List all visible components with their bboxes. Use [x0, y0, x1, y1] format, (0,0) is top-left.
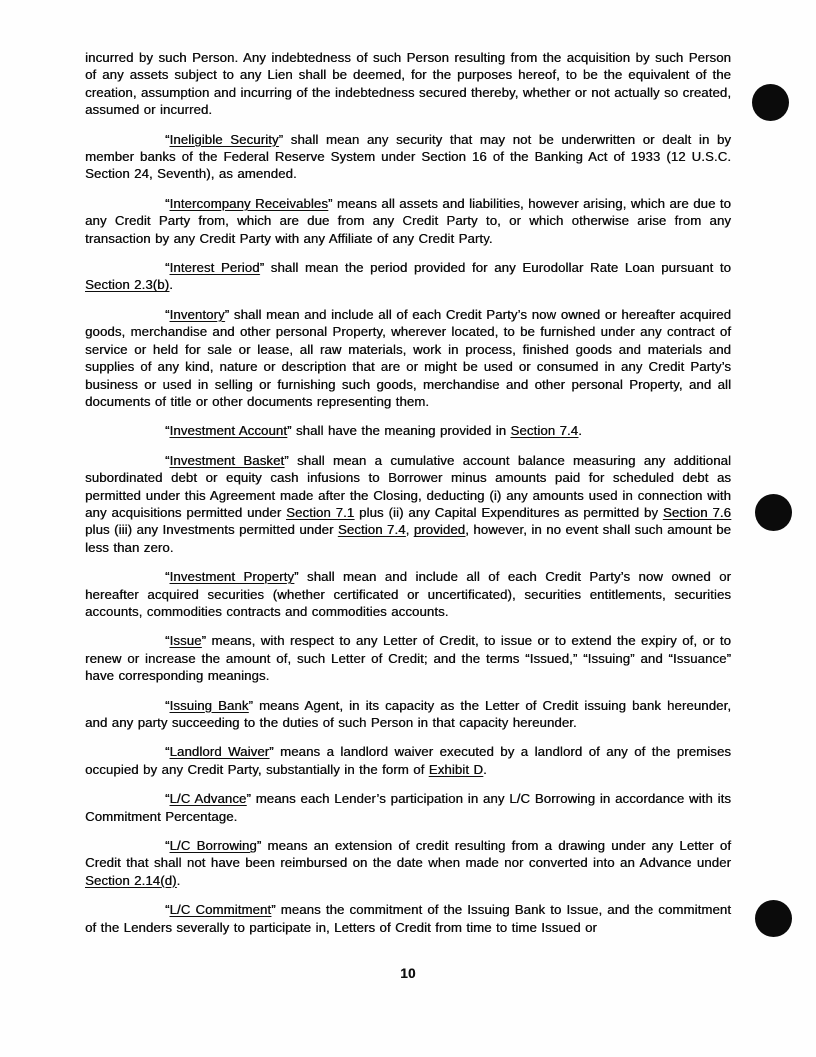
text-run: “: [165, 633, 170, 649]
text-run: ” shall mean any security that may not be underwritten or dealt in by member banks of the Federal Reserve System under Section 16 of the Banking Act of 1933 (12 U.S.C. Section 24, Seventh), as amended.: [85, 131, 731, 182]
paragraph: [85, 259, 731, 294]
text-run: “: [165, 791, 170, 807]
text-run: ” means an extension of credit resulting from a drawing under any Letter of Credit that shall not have been reimbursed on the date when made nor converted into an Advance under: [85, 838, 731, 871]
text-run: .: [578, 423, 582, 439]
text-run: ” shall have the meaning provided in: [287, 423, 511, 439]
paragraph: [85, 49, 731, 119]
underlined-term: Landlord Waiver: [169, 744, 270, 760]
underlined-term: L/C Commitment: [169, 902, 272, 918]
paragraph: [85, 422, 731, 439]
underlined-term: Section 7.4: [337, 522, 406, 538]
underlined-term: Issue: [169, 633, 202, 649]
underlined-term: provided: [413, 522, 466, 538]
paragraph: [85, 306, 731, 410]
text-run: “: [165, 423, 170, 439]
text-run: .: [169, 277, 173, 293]
underlined-term: Investment Property: [169, 569, 295, 585]
document-body: [85, 49, 731, 936]
text-run: .: [176, 872, 181, 888]
underlined-term: Investment Basket: [169, 452, 285, 468]
underlined-term: Investment Account: [169, 423, 287, 439]
text-run: ” means a landlord waiver executed by a landlord of any of the premises occupied by any Credit Party, substantially in the form of: [85, 744, 731, 777]
underlined-term: Inventory: [169, 306, 225, 322]
underlined-term: L/C Borrowing: [169, 838, 257, 854]
paragraph: [85, 790, 731, 825]
paragraph: [85, 452, 731, 556]
text-run: “: [165, 195, 170, 211]
text-run: ” shall mean and include all of each Credit Party’s now owned or hereafter acquired securities (whether certificated or uncertificated), securities entitlements, securities accounts, commodities contracts and commodities accounts.: [85, 569, 731, 619]
binder-hole-mark: [755, 900, 792, 937]
underlined-term: Section 7.4: [510, 423, 579, 439]
text-run: , however, in no event shall such amount be less than zero.: [85, 522, 731, 555]
text-run: ” means all assets and liabilities, however arising, which are due to any Credit Party from, which are due from any Credit Party to, or which otherwise arise from any transaction by any Credit Party with any Affiliate of any Credit Party.: [85, 195, 731, 246]
paragraph: [85, 568, 731, 620]
text-run: ” shall mean a cumulative account balance measuring any additional subordinated debt or equity cash infusions to Borrower minus amounts paid for scheduled debt as permitted under this Agreement made after the Closing, deducting (i) any amounts used in connection with any acquisitions permitted under: [85, 452, 731, 520]
underlined-term: Ineligible Security: [169, 131, 279, 147]
text-run: ” shall mean the period provided for any Eurodollar Rate Loan pursuant to: [259, 260, 731, 276]
text-run: “: [165, 569, 170, 585]
text-run: ” means each Lender’s participation in any L/C Borrowing in accordance with its Commitment Percentage.: [85, 791, 731, 824]
underlined-term: Issuing Bank: [169, 697, 249, 713]
page-number: 10: [400, 966, 416, 981]
text-run: “: [165, 131, 170, 147]
text-run: “: [165, 306, 170, 322]
text-run: “: [165, 744, 170, 760]
text-run: “: [165, 452, 170, 468]
text-run: “: [165, 838, 170, 854]
binder-hole-mark: [755, 494, 792, 531]
text-run: “: [165, 260, 170, 276]
paragraph: [85, 901, 731, 936]
text-run: ” means the commitment of the Issuing Bank to Issue, and the commitment of the Lenders severally to participate in, Letters of Credit from time to time Issued or: [85, 902, 731, 935]
underlined-term: Section 2.3(b): [85, 277, 170, 293]
underlined-term: Exhibit D: [428, 761, 483, 777]
text-run: “: [165, 697, 170, 713]
text-run: ,: [405, 522, 414, 538]
underlined-term: Intercompany Receivables: [169, 195, 328, 211]
text-run: ” means, with respect to any Letter of Credit, to issue or to extend the expiry of, or to renew or increase the amount of, such Letter of Credit; and the terms “Issued,” “Issuing” and “Issuance” have corresponding meanings.: [85, 633, 731, 684]
paragraph: [85, 195, 731, 247]
paragraph: [85, 632, 731, 684]
text-run: incurred by such Person. Any indebtedness of such Person resulting from the acquisition by such Person of any assets subject to any Lien shall be deemed, for the purposes hereof, to be the equivalent of the creation, assumption and incurring of the indebtedness secured thereby, whether or not actually so created, assumed or incurred.: [85, 50, 731, 118]
text-run: plus (iii) any Investments permitted under: [85, 522, 338, 538]
binder-hole-mark: [752, 84, 789, 121]
paragraph: [85, 743, 731, 778]
paragraph: [85, 697, 731, 732]
paragraph: [85, 837, 731, 889]
underlined-term: Interest Period: [169, 260, 260, 276]
text-run: “: [165, 902, 170, 918]
underlined-term: L/C Advance: [169, 791, 247, 807]
text-run: ” shall mean and include all of each Credit Party’s now owned or hereafter acquired goods, merchandise and other personal Property, wherever located, to be furnished under any contract of service or held for sale or lease, all raw materials, work in process, finished goods and materials and supplies of any kind, nature or description that are or might be used or consumed in any Credit Party’s business or used in selling or furnishing such goods, merchandise and other personal Property, and all documents of title or other documents representing them.: [85, 306, 731, 409]
underlined-term: Section 2.14(d): [85, 872, 177, 888]
underlined-term: Section 7.6: [662, 504, 731, 520]
text-run: ” means Agent, in its capacity as the Letter of Credit issuing bank hereunder, and any party succeeding to the duties of such Person in that capacity hereunder.: [85, 697, 732, 730]
text-run: plus (ii) any Capital Expenditures as permitted by: [354, 504, 663, 520]
underlined-term: Section 7.1: [286, 504, 355, 520]
text-run: .: [482, 761, 487, 777]
paragraph: [85, 131, 731, 183]
